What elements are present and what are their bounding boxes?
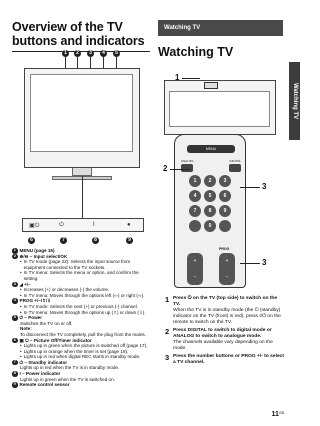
step-marker-3a: 3 xyxy=(262,182,267,191)
key-6: 6 xyxy=(219,190,231,202)
item-title: ◢ +/– xyxy=(19,281,31,287)
callout-2: 2 xyxy=(74,50,81,57)
pointer-line xyxy=(240,263,260,264)
callout-line xyxy=(82,176,83,218)
left-column xyxy=(12,20,150,52)
title-line-2: buttons and indicators xyxy=(12,34,145,48)
step-1 xyxy=(165,296,285,326)
key-3: 3 xyxy=(219,175,231,187)
item-number: 8 xyxy=(13,371,16,376)
tv-stand xyxy=(72,168,92,176)
list-item xyxy=(12,371,152,382)
item-number: 1 xyxy=(13,248,16,252)
tv-screen xyxy=(24,68,140,168)
callout-line xyxy=(103,57,104,69)
callout-7: 7 xyxy=(60,237,67,244)
sensor-icon: ● xyxy=(127,222,131,228)
page-title: Watching TV xyxy=(158,45,234,59)
item-bullet: • Lights up in red when digital REC starts in standby mode. xyxy=(20,354,152,360)
right-column xyxy=(158,20,283,59)
volume-up: + xyxy=(193,258,197,264)
key-extra-right xyxy=(219,220,231,232)
item-bullet: • In TV menu: Moves through the options up (⇧) or down (⇩). xyxy=(20,310,152,316)
tv-small-screen xyxy=(169,91,270,127)
callout-line xyxy=(65,57,66,69)
item-number: 5 xyxy=(13,315,16,320)
item-title: ⊕/⊖ – Input select/OK xyxy=(19,253,68,259)
callout-line xyxy=(116,57,117,69)
title-line-1: Overview of the TV xyxy=(12,20,123,34)
item-title: ▣ ⏻ – Picture Off/Timer indicator xyxy=(19,337,92,343)
item-bullet: • In TV mode: Selects the next (+) or previous (-) channel. xyxy=(20,304,152,310)
step-2 xyxy=(165,328,285,352)
mode-labels xyxy=(181,159,241,163)
page-number xyxy=(272,411,284,418)
list-item xyxy=(12,254,152,282)
item-number: 4 xyxy=(13,298,16,303)
step-number: 3 xyxy=(165,353,170,362)
page-number-value: 11 xyxy=(271,411,279,418)
key-8: 8 xyxy=(204,205,216,217)
prog-up: + xyxy=(225,258,229,264)
picture-off-icon: ▣⏻ xyxy=(29,223,40,229)
analog-button xyxy=(181,164,193,172)
callout-1: 1 xyxy=(62,50,69,57)
tv-screen-inner xyxy=(30,74,133,152)
list-item xyxy=(12,360,152,371)
key-5: 5 xyxy=(204,190,216,202)
list-item xyxy=(12,282,152,299)
item-title: ⏻ – Standby indicator xyxy=(19,359,68,365)
tv-power-button xyxy=(204,82,218,89)
step-number: 2 xyxy=(165,327,170,336)
tv-top-diagram xyxy=(164,80,276,135)
callout-line xyxy=(77,57,78,69)
item-number: 2 xyxy=(13,253,16,258)
callout-8: 8 xyxy=(92,237,99,244)
number-keypad xyxy=(189,175,233,232)
list-item xyxy=(12,382,152,388)
prog-down: − xyxy=(225,274,229,280)
pointer-line xyxy=(170,169,190,170)
key-4: 4 xyxy=(189,190,201,202)
step-marker-3b: 3 xyxy=(262,258,267,267)
remote-control xyxy=(174,134,246,288)
item-bullet: • In TV menu: Moves through the options left (⇦) or right (⇨). xyxy=(20,293,152,299)
item-number: 6 xyxy=(13,337,16,342)
list-item xyxy=(12,338,152,360)
step-title: Press the number buttons or PROG +/- to select a TV channel. xyxy=(173,354,285,365)
digital-button xyxy=(229,164,241,172)
list-item xyxy=(12,298,152,315)
step-title: Press ⏻ on the TV (top side) to switch on the TV. xyxy=(173,296,278,307)
item-bullet: • Lights up in orange when the timer is set (page 18). xyxy=(20,349,152,355)
key-extra-left xyxy=(189,220,201,232)
item-bullet: • Increases (+) or decreases (-) the volume. xyxy=(20,287,152,293)
button-descriptions xyxy=(12,248,152,388)
step-marker-1: 1 xyxy=(175,73,180,82)
callout-9: 9 xyxy=(126,237,133,244)
steps xyxy=(165,296,285,368)
pointer-line xyxy=(240,187,260,188)
key-1: 1 xyxy=(189,175,201,187)
prog-label: PROG xyxy=(219,247,230,251)
digital-label: DIGITAL xyxy=(229,159,241,163)
item-title: Remote control sensor xyxy=(19,382,70,388)
item-text: Lights up in green when the TV is switched on. xyxy=(20,376,115,382)
mode-buttons xyxy=(181,164,241,172)
front-panel-strip xyxy=(22,218,144,232)
power-indicator-icon: I xyxy=(93,222,95,228)
bottom-callouts xyxy=(22,235,144,245)
title-rule xyxy=(12,51,150,52)
callout-4: 4 xyxy=(100,50,107,57)
volume-rocker xyxy=(187,253,203,285)
item-title: MENU (page 15) xyxy=(19,248,55,253)
step-text: When the TV is in standby mode (the ⏻ (standby) indicator on the TV (front) is red), press I/⏻ on the remote to switch on the TV. xyxy=(173,308,281,325)
menu-button: MENU xyxy=(187,145,235,153)
page-suffix: GB xyxy=(278,411,284,415)
standby-icon: ⏻ xyxy=(59,222,64,228)
item-title: ⏻ – Power xyxy=(19,315,43,321)
item-title: I – Power indicator xyxy=(19,371,61,377)
section-banner: Watching TV xyxy=(158,20,283,36)
step-number: 1 xyxy=(165,295,170,304)
step-marker-2: 2 xyxy=(163,164,168,173)
note-text: To disconnect the TV completely, pull the plug from the mains. xyxy=(20,331,146,337)
step-3 xyxy=(165,354,285,366)
key-0: 0 xyxy=(204,220,216,232)
item-number: 7 xyxy=(13,359,16,364)
callout-5: 5 xyxy=(113,50,120,57)
key-9: 9 xyxy=(219,205,231,217)
item-bullet: • In TV menu: Selects the menu or option, and confirm the setting. xyxy=(20,270,152,281)
volume-down: − xyxy=(193,274,197,280)
side-tab-label: Watching TV xyxy=(292,82,298,120)
key-2: 2 xyxy=(204,175,216,187)
item-title: PROG +/–/⇧/⇩ xyxy=(19,298,52,304)
item-bullet: • In TV mode (page 22): Selects the input source from equipment connected to the TV sockets. xyxy=(20,259,152,270)
item-number: 3 xyxy=(13,281,16,286)
step-title: Press DIGITAL to switch to digital mode or ANALOG to switch to analogue mode. xyxy=(173,328,272,339)
callout-6: 6 xyxy=(28,237,35,244)
section-title xyxy=(12,20,150,48)
key-7: 7 xyxy=(189,205,201,217)
callout-3: 3 xyxy=(87,50,94,57)
callout-line xyxy=(90,57,91,69)
analog-label: ANALOG xyxy=(181,159,194,163)
item-text: Lights up in red when the TV is in standby mode. xyxy=(20,365,120,371)
item-text: Switches the TV on or off. xyxy=(20,320,73,326)
step-text: The channels available vary depending on the mode. xyxy=(173,340,273,351)
prog-rocker xyxy=(219,253,235,285)
pointer-line xyxy=(182,78,200,79)
item-number: 9 xyxy=(13,382,16,387)
list-item xyxy=(12,315,152,337)
item-bullet: • Lights up in green when the picture is switched off (page 17). xyxy=(20,343,152,349)
note-label: Note: xyxy=(20,326,32,332)
